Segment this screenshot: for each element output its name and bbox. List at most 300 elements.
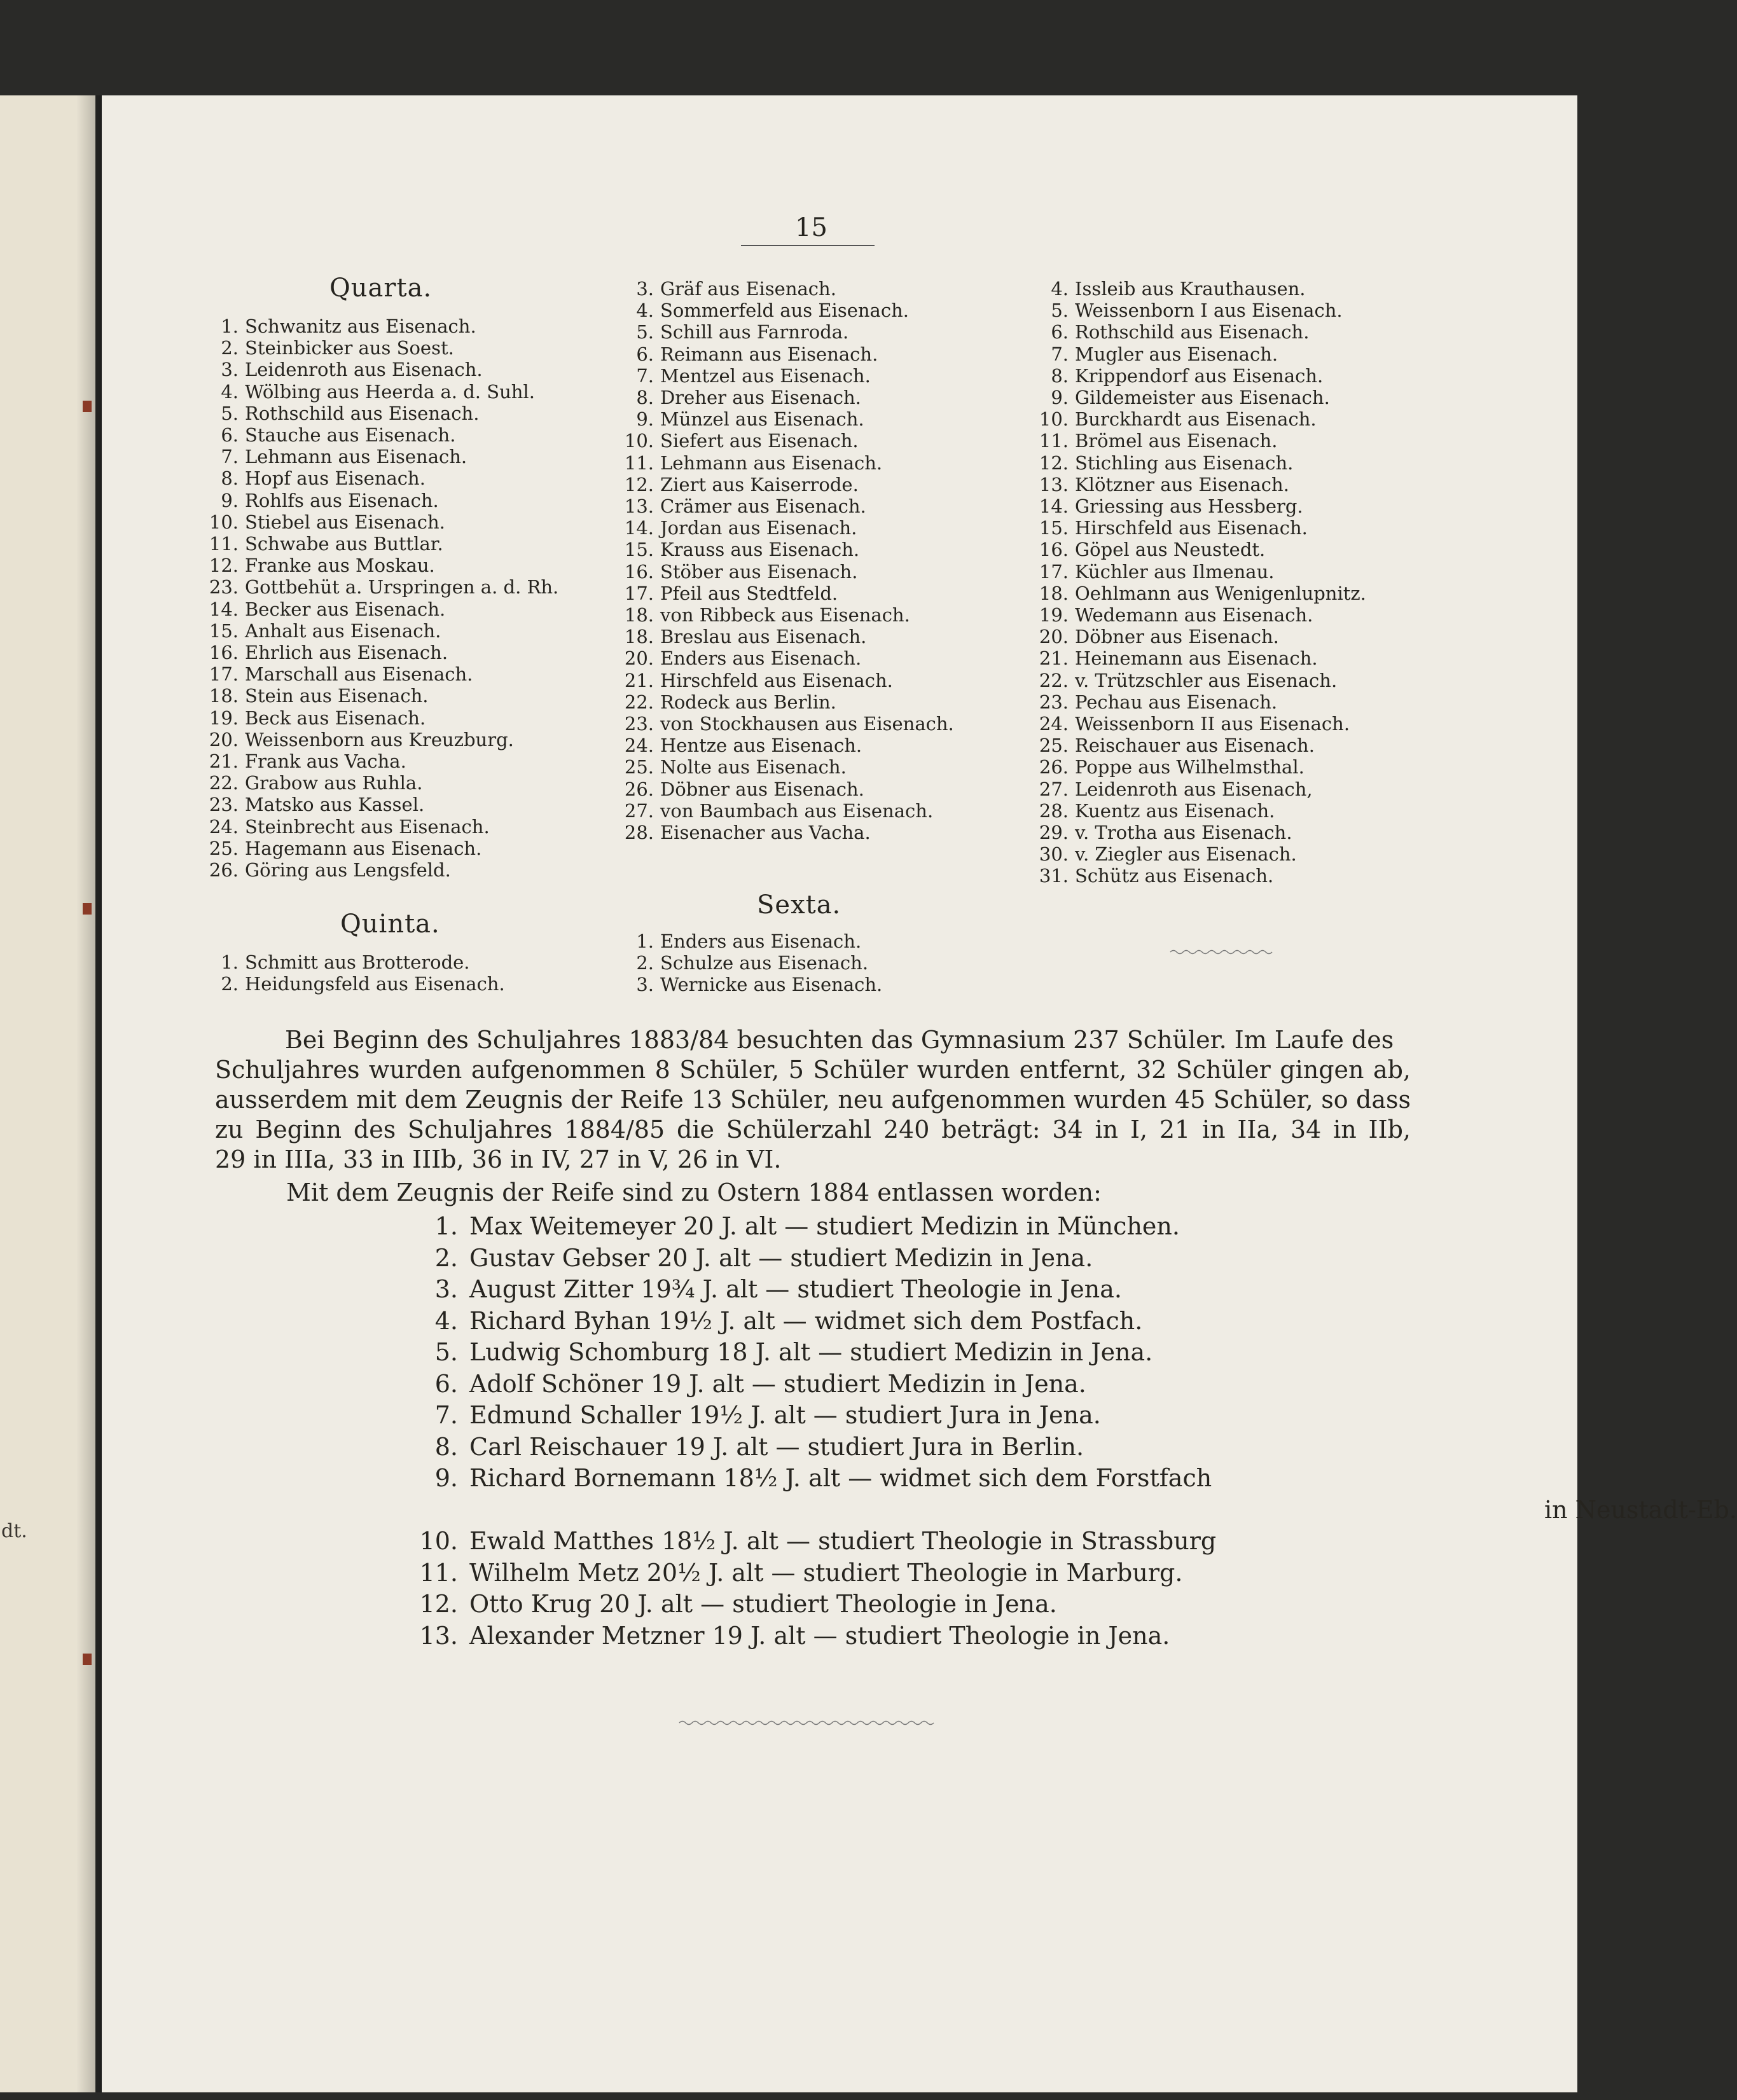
paragraph-line: Schuljahres wurden aufgenommen 8 Schüler, 5 Schüler wurden entfernt, 32 Schüler gingen ab, bbox=[215, 1056, 1411, 1084]
entry-number: 19. bbox=[209, 707, 239, 729]
entry-number: 15. bbox=[209, 619, 239, 642]
entry-text: Hirschfeld aus Eisenach. bbox=[1075, 517, 1308, 539]
entry-text: in Neustadt-Eb. bbox=[1544, 1495, 1737, 1524]
entry-text: Otto Krug 20 J. alt — studiert Theologie in Jena. bbox=[469, 1590, 1057, 1618]
entry-number: 3. bbox=[434, 1275, 458, 1303]
student-entry bbox=[616, 583, 954, 604]
student-entry bbox=[204, 620, 558, 642]
student-entry bbox=[616, 778, 954, 800]
entry-number: 11. bbox=[419, 1558, 458, 1587]
student-entry bbox=[616, 517, 954, 539]
entry-number: 13. bbox=[1039, 473, 1069, 495]
student-entry bbox=[616, 756, 954, 778]
entry-number: 2. bbox=[221, 973, 239, 995]
entry-text: Klötzner aus Eisenach. bbox=[1075, 473, 1289, 495]
entry-number: 6. bbox=[434, 1369, 458, 1398]
entry-number: 22. bbox=[1039, 669, 1069, 691]
student-entry bbox=[1030, 647, 1366, 669]
student-entry bbox=[616, 495, 954, 517]
entry-text: Max Weitemeyer 20 J. alt — studiert Medizin in München. bbox=[469, 1212, 1180, 1240]
entry-number: 26. bbox=[624, 778, 654, 800]
entry-text: Burckhardt aus Eisenach. bbox=[1075, 408, 1317, 431]
entry-number: 7. bbox=[1051, 343, 1069, 365]
entry-number: 6. bbox=[1051, 321, 1069, 343]
entry-text: v. Trützschler aus Eisenach. bbox=[1075, 669, 1338, 691]
entry-number: 15. bbox=[1039, 517, 1069, 539]
entry-number: 22. bbox=[209, 772, 239, 794]
entry-number: 4. bbox=[1051, 278, 1069, 300]
student-entry bbox=[204, 838, 558, 859]
entry-text: Wölbing aus Heerda a. d. Suhl. bbox=[245, 380, 535, 403]
entry-text: Marschall aus Eisenach. bbox=[245, 663, 473, 686]
entry-number: 7. bbox=[636, 364, 654, 387]
entry-number: 12. bbox=[419, 1590, 458, 1618]
student-entry bbox=[1030, 800, 1366, 822]
entry-number: 15. bbox=[624, 539, 654, 561]
graduate-entry bbox=[413, 1306, 1737, 1337]
entry-number: 21. bbox=[624, 669, 654, 691]
sexta-list-part1 bbox=[616, 930, 882, 996]
entry-number: 4. bbox=[636, 300, 654, 322]
entry-text: Kuentz aus Eisenach. bbox=[1075, 799, 1275, 822]
entry-text: Rodeck aus Berlin. bbox=[660, 691, 836, 713]
entry-number: 11. bbox=[209, 533, 239, 555]
entry-text: Alexander Metzner 19 J. alt — studiert Theologie in Jena. bbox=[469, 1621, 1170, 1650]
entry-text: Gottbehüt a. Urspringen a. d. Rh. bbox=[245, 576, 559, 598]
student-entry bbox=[616, 604, 954, 626]
graduate-entry bbox=[413, 1558, 1737, 1589]
entry-text: Weissenborn I aus Eisenach. bbox=[1075, 300, 1343, 322]
entry-text: Ewald Matthes 18½ J. alt — studiert Theologie in Strassburg bbox=[469, 1527, 1217, 1555]
student-entry bbox=[616, 974, 882, 995]
student-entry bbox=[1030, 670, 1366, 691]
student-entry bbox=[1030, 300, 1366, 321]
entry-text: Brömel aus Eisenach. bbox=[1075, 430, 1278, 452]
entry-number: 20. bbox=[209, 728, 239, 750]
entry-text: Enders aus Eisenach. bbox=[660, 647, 862, 670]
entry-number: 18. bbox=[209, 685, 239, 707]
student-entry bbox=[1030, 452, 1366, 474]
graduate-entry bbox=[413, 1211, 1737, 1243]
student-entry bbox=[616, 713, 954, 735]
entry-text: Beck aus Eisenach. bbox=[245, 707, 426, 729]
graduate-entry bbox=[413, 1243, 1737, 1275]
entry-text: Göpel aus Neustedt. bbox=[1075, 539, 1266, 561]
entry-text: Rohlfs aus Eisenach. bbox=[245, 489, 439, 511]
entry-text: Dreher aus Eisenach. bbox=[660, 387, 861, 409]
student-entry bbox=[204, 794, 558, 815]
entry-text: Schwanitz aus Eisenach. bbox=[245, 315, 476, 337]
student-entry bbox=[1030, 517, 1366, 539]
student-entry bbox=[204, 555, 558, 576]
entry-text: von Ribbeck aus Eisenach. bbox=[660, 604, 910, 626]
entry-number: 19. bbox=[1039, 604, 1069, 626]
entry-text: Rothschild aus Eisenach. bbox=[1075, 321, 1310, 343]
entry-text: Lehmann aus Eisenach. bbox=[660, 452, 883, 474]
paragraph-line: zu Beginn des Schuljahres 1884/85 die Schülerzahl 240 beträgt: 34 in I, 21 in IIa, 34 in IIb, bbox=[215, 1116, 1411, 1143]
entry-number: 14. bbox=[624, 517, 654, 539]
entry-text: Stöber aus Eisenach. bbox=[660, 560, 858, 583]
entry-number: 8. bbox=[636, 387, 654, 409]
entry-text: v. Ziegler aus Eisenach. bbox=[1075, 843, 1297, 866]
student-entry bbox=[1030, 626, 1366, 647]
left-page-edge-text: dt. bbox=[1, 1520, 27, 1542]
entry-number: 8. bbox=[1051, 364, 1069, 387]
entry-number: 20. bbox=[624, 647, 654, 670]
sexta-heading: Sexta. bbox=[757, 890, 841, 920]
entry-text: Issleib aus Krauthausen. bbox=[1075, 278, 1306, 300]
wavy-divider bbox=[1170, 948, 1272, 957]
student-entry bbox=[1030, 278, 1366, 300]
graduates-list bbox=[413, 1211, 1737, 1652]
entry-number: 2. bbox=[636, 952, 654, 974]
entry-number: 9. bbox=[1051, 387, 1069, 409]
student-entry bbox=[1030, 539, 1366, 560]
quarta-list bbox=[204, 315, 558, 881]
entry-number: 24. bbox=[624, 735, 654, 757]
entry-number: 18. bbox=[1039, 582, 1069, 604]
entry-number: 5. bbox=[434, 1338, 458, 1366]
entry-number: 17. bbox=[1039, 560, 1069, 583]
entry-text: Richard Bornemann 18½ J. alt — widmet sich dem Forstfach bbox=[469, 1464, 1212, 1492]
student-entry bbox=[616, 452, 954, 474]
graduate-entry bbox=[413, 1274, 1737, 1306]
page-number-rule bbox=[741, 245, 875, 246]
entry-text: Franke aus Moskau. bbox=[245, 555, 435, 577]
student-entry bbox=[204, 598, 558, 620]
entry-number: 11. bbox=[624, 452, 654, 474]
entry-number: 12. bbox=[624, 473, 654, 495]
entry-text: Schulze aus Eisenach. bbox=[660, 952, 869, 974]
entry-number: 12. bbox=[1039, 452, 1069, 474]
entry-number: 8. bbox=[434, 1432, 458, 1461]
student-entry bbox=[616, 800, 954, 822]
entry-number: 9. bbox=[221, 489, 239, 511]
graduate-entry bbox=[413, 1589, 1737, 1620]
entry-text: Wernicke aus Eisenach. bbox=[660, 974, 883, 996]
entry-text: Mentzel aus Eisenach. bbox=[660, 364, 871, 387]
student-entry bbox=[1030, 604, 1366, 626]
entry-number: 10. bbox=[419, 1527, 458, 1555]
student-entry bbox=[204, 424, 558, 446]
student-entry bbox=[1030, 756, 1366, 778]
entry-text: Schill aus Farnroda. bbox=[660, 321, 849, 343]
graduate-entry bbox=[413, 1369, 1737, 1400]
graduate-entry bbox=[413, 1337, 1737, 1369]
student-entry bbox=[616, 387, 954, 408]
graduate-entry bbox=[413, 1620, 1737, 1652]
entry-number: 25. bbox=[209, 837, 239, 859]
student-entry bbox=[616, 670, 954, 691]
student-entry bbox=[1030, 713, 1366, 735]
entry-text: Hopf aus Eisenach. bbox=[245, 467, 426, 490]
student-entry bbox=[616, 539, 954, 560]
student-entry bbox=[204, 729, 558, 750]
student-entry bbox=[1030, 843, 1366, 865]
entry-text: Jordan aus Eisenach. bbox=[660, 517, 857, 539]
graduate-entry bbox=[413, 1400, 1737, 1432]
entry-number: 26. bbox=[1039, 756, 1069, 778]
quinta-list-part2 bbox=[616, 278, 954, 843]
student-entry bbox=[1030, 430, 1366, 452]
entry-number: 1. bbox=[221, 951, 239, 973]
entry-text: Steinbrecht aus Eisenach. bbox=[245, 815, 490, 838]
student-entry bbox=[616, 822, 954, 843]
entry-text: Wilhelm Metz 20½ J. alt — studiert Theologie in Marburg. bbox=[469, 1558, 1183, 1587]
entry-text: Sommerfeld aus Eisenach. bbox=[660, 300, 909, 322]
entry-text: Richard Byhan 19½ J. alt — widmet sich dem Postfach. bbox=[469, 1306, 1143, 1335]
entry-text: Gräf aus Eisenach. bbox=[660, 278, 836, 300]
entry-number: 4. bbox=[221, 380, 239, 403]
entry-text: Steinbicker aus Soest. bbox=[245, 337, 454, 359]
binding-mark bbox=[83, 1654, 92, 1665]
student-entry bbox=[204, 467, 558, 489]
entry-number: 8. bbox=[221, 467, 239, 490]
entry-number: 9. bbox=[434, 1464, 458, 1492]
entry-number: 23. bbox=[209, 576, 239, 598]
binding-mark bbox=[83, 401, 92, 412]
entry-number: 6. bbox=[221, 424, 239, 446]
entry-text: Griessing aus Hessberg. bbox=[1075, 495, 1303, 518]
entry-number: 14. bbox=[1039, 495, 1069, 518]
student-entry bbox=[204, 337, 558, 359]
student-entry bbox=[616, 343, 954, 365]
entry-number: 16. bbox=[209, 642, 239, 664]
student-entry bbox=[1030, 321, 1366, 343]
student-entry bbox=[204, 446, 558, 467]
entry-text: Stichling aus Eisenach. bbox=[1075, 452, 1294, 474]
entry-number: 18. bbox=[624, 604, 654, 626]
entry-text: Wedemann aus Eisenach. bbox=[1075, 604, 1313, 626]
student-entry bbox=[1030, 408, 1366, 430]
entry-text: Hirschfeld aus Eisenach. bbox=[660, 669, 893, 691]
entry-number: 1. bbox=[434, 1212, 458, 1240]
entry-text: Matsko aus Kassel. bbox=[245, 794, 425, 816]
student-entry bbox=[204, 951, 505, 973]
sexta-list-part2 bbox=[1030, 278, 1366, 887]
student-entry bbox=[1030, 343, 1366, 365]
student-entry bbox=[204, 859, 558, 881]
graduate-entry bbox=[413, 1463, 1737, 1495]
student-entry bbox=[204, 359, 558, 380]
page-number: 15 bbox=[795, 213, 827, 242]
entry-number: 30. bbox=[1039, 843, 1069, 866]
entry-number: 26. bbox=[209, 859, 239, 881]
student-entry bbox=[616, 691, 954, 713]
entry-text: Schütz aus Eisenach. bbox=[1075, 865, 1274, 887]
student-entry bbox=[204, 511, 558, 533]
quinta-heading: Quinta. bbox=[340, 909, 440, 939]
student-entry bbox=[616, 408, 954, 430]
entry-text: August Zitter 19¾ J. alt — studiert Theologie in Jena. bbox=[469, 1275, 1122, 1303]
entry-number: 28. bbox=[1039, 799, 1069, 822]
entry-text: Döbner aus Eisenach. bbox=[1075, 626, 1279, 648]
student-entry bbox=[616, 430, 954, 452]
student-entry bbox=[616, 474, 954, 495]
entry-number: 28. bbox=[624, 822, 654, 844]
quarta-heading: Quarta. bbox=[329, 273, 433, 303]
entry-number: 22. bbox=[624, 691, 654, 713]
entry-text: v. Trotha aus Eisenach. bbox=[1075, 822, 1292, 844]
entry-number: 2. bbox=[221, 337, 239, 359]
entry-number: 3. bbox=[636, 278, 654, 300]
student-entry bbox=[1030, 822, 1366, 843]
entry-number: 3. bbox=[636, 974, 654, 996]
entry-number: 24. bbox=[1039, 713, 1069, 735]
entry-text: Reischauer aus Eisenach. bbox=[1075, 735, 1315, 757]
student-entry bbox=[616, 561, 954, 583]
entry-text: Leidenroth aus Eisenach, bbox=[1075, 778, 1313, 800]
student-entry bbox=[204, 772, 558, 794]
wavy-divider bbox=[679, 1718, 934, 1727]
student-entry bbox=[1030, 735, 1366, 756]
entry-number: 7. bbox=[221, 446, 239, 468]
entry-number: 10. bbox=[1039, 408, 1069, 431]
student-entry bbox=[616, 321, 954, 343]
student-entry bbox=[204, 973, 505, 995]
student-entry bbox=[616, 626, 954, 647]
entry-number: 14. bbox=[209, 598, 239, 620]
entry-text: Leidenroth aus Eisenach. bbox=[245, 359, 483, 381]
entry-number: 10. bbox=[624, 430, 654, 452]
student-entry bbox=[1030, 474, 1366, 495]
student-entry bbox=[204, 533, 558, 555]
entry-text: Heidungsfeld aus Eisenach. bbox=[245, 973, 505, 995]
student-entry bbox=[204, 403, 558, 424]
entry-number: 23. bbox=[209, 794, 239, 816]
student-entry bbox=[1030, 495, 1366, 517]
graduate-entry bbox=[413, 1526, 1737, 1558]
entry-text: Frank aus Vacha. bbox=[245, 750, 406, 773]
entry-number: 11. bbox=[1039, 430, 1069, 452]
entry-number: 25. bbox=[624, 756, 654, 778]
student-entry bbox=[616, 952, 882, 974]
entry-text: Pechau aus Eisenach. bbox=[1075, 691, 1278, 713]
student-entry bbox=[204, 663, 558, 685]
student-entry bbox=[1030, 778, 1366, 800]
student-entry bbox=[1030, 583, 1366, 604]
student-entry bbox=[616, 365, 954, 387]
entry-number: 17. bbox=[209, 663, 239, 686]
student-entry bbox=[1030, 365, 1366, 387]
entry-text: Siefert aus Eisenach. bbox=[660, 430, 859, 452]
entry-text: Krippendorf aus Eisenach. bbox=[1075, 364, 1324, 387]
student-entry bbox=[204, 816, 558, 838]
entry-number: 29. bbox=[1039, 822, 1069, 844]
entry-text: Reimann aus Eisenach. bbox=[660, 343, 878, 365]
entry-text: Hentze aus Eisenach. bbox=[660, 735, 862, 757]
entry-number: 7. bbox=[434, 1401, 458, 1429]
graduate-entry bbox=[413, 1432, 1737, 1463]
entry-number: 16. bbox=[624, 560, 654, 583]
entry-text: Pfeil aus Stedtfeld. bbox=[660, 582, 838, 604]
entry-number: 12. bbox=[209, 555, 239, 577]
entry-number: 2. bbox=[434, 1243, 458, 1272]
entry-number: 6. bbox=[636, 343, 654, 365]
entry-text: Krauss aus Eisenach. bbox=[660, 539, 860, 561]
graduate-entry bbox=[413, 1495, 1737, 1526]
entry-text: Stauche aus Eisenach. bbox=[245, 424, 456, 446]
entry-text: Crämer aus Eisenach. bbox=[660, 495, 866, 518]
entry-text: Enders aus Eisenach. bbox=[660, 930, 862, 952]
quinta-list-part1 bbox=[204, 951, 505, 995]
entry-number: 21. bbox=[1039, 647, 1069, 670]
entry-text: Oehlmann aus Wenigenlupnitz. bbox=[1075, 582, 1366, 604]
entry-text: Weissenborn aus Kreuzburg. bbox=[245, 728, 514, 750]
entry-text: Gustav Gebser 20 J. alt — studiert Medizin in Jena. bbox=[469, 1243, 1093, 1272]
entry-text: Ehrlich aus Eisenach. bbox=[245, 642, 448, 664]
entry-text: Carl Reischauer 19 J. alt — studiert Jura in Berlin. bbox=[469, 1432, 1084, 1461]
entry-number: 3. bbox=[221, 359, 239, 381]
entry-number: 10. bbox=[209, 511, 239, 533]
student-entry bbox=[616, 735, 954, 756]
entry-text: Becker aus Eisenach. bbox=[245, 598, 446, 620]
entry-text: Breslau aus Eisenach. bbox=[660, 626, 867, 648]
entry-number: 4. bbox=[434, 1306, 458, 1335]
paragraph-line: ausserdem mit dem Zeugnis der Reife 13 Schüler, neu aufgenommen wurden 45 Schüler, so dass bbox=[215, 1086, 1411, 1114]
entry-text: Poppe aus Wilhelmsthal. bbox=[1075, 756, 1304, 778]
entry-text: Döbner aus Eisenach. bbox=[660, 778, 864, 800]
entry-text: Stiebel aus Eisenach. bbox=[245, 511, 445, 533]
entry-number: 1. bbox=[221, 315, 239, 337]
entry-text: Heinemann aus Eisenach. bbox=[1075, 647, 1318, 670]
entry-text: Eisenacher aus Vacha. bbox=[660, 822, 871, 844]
enrollment-paragraph bbox=[215, 1025, 1411, 1175]
entry-text: Ziert aus Kaiserrode. bbox=[660, 473, 859, 495]
entry-number: 16. bbox=[1039, 539, 1069, 561]
entry-text: Rothschild aus Eisenach. bbox=[245, 402, 480, 424]
entry-text: Ludwig Schomburg 18 J. alt — studiert Medizin in Jena. bbox=[469, 1338, 1153, 1366]
entry-number: 5. bbox=[1051, 300, 1069, 322]
entry-number: 5. bbox=[221, 402, 239, 424]
student-entry bbox=[204, 381, 558, 403]
entry-number: 1. bbox=[636, 930, 654, 952]
student-entry bbox=[1030, 865, 1366, 887]
entry-number: 5. bbox=[636, 321, 654, 343]
student-entry bbox=[1030, 691, 1366, 713]
binding-mark bbox=[83, 903, 92, 915]
student-entry bbox=[1030, 561, 1366, 583]
book-gutter-shadow bbox=[76, 95, 102, 2092]
entry-text: Schmitt aus Brotterode. bbox=[245, 951, 470, 973]
entry-text: Schwabe aus Buttlar. bbox=[245, 533, 443, 555]
entry-text: Weissenborn II aus Eisenach. bbox=[1075, 713, 1350, 735]
student-entry bbox=[204, 750, 558, 772]
entry-text: von Baumbach aus Eisenach. bbox=[660, 799, 934, 822]
entry-number: 31. bbox=[1039, 865, 1069, 887]
student-entry bbox=[616, 300, 954, 321]
entry-text: Lehmann aus Eisenach. bbox=[245, 446, 467, 468]
entry-number: 25. bbox=[1039, 735, 1069, 757]
student-entry bbox=[204, 576, 558, 598]
entry-text: Mugler aus Eisenach. bbox=[1075, 343, 1278, 365]
entry-number: 23. bbox=[1039, 691, 1069, 713]
graduates-intro: Mit dem Zeugnis der Reife sind zu Ostern 1884 entlassen worden: bbox=[286, 1178, 1102, 1206]
entry-number: 9. bbox=[636, 408, 654, 431]
entry-text: Grabow aus Ruhla. bbox=[245, 772, 423, 794]
entry-text: Göring aus Lengsfeld. bbox=[245, 859, 451, 881]
entry-number: 17. bbox=[624, 582, 654, 604]
entry-number: 13. bbox=[624, 495, 654, 518]
entry-number: 13. bbox=[419, 1621, 458, 1650]
student-entry bbox=[204, 315, 558, 337]
student-entry bbox=[616, 278, 954, 300]
entry-number: 27. bbox=[1039, 778, 1069, 800]
student-entry bbox=[204, 642, 558, 663]
entry-number: 24. bbox=[209, 815, 239, 838]
entry-text: von Stockhausen aus Eisenach. bbox=[660, 713, 954, 735]
student-entry bbox=[204, 490, 558, 511]
